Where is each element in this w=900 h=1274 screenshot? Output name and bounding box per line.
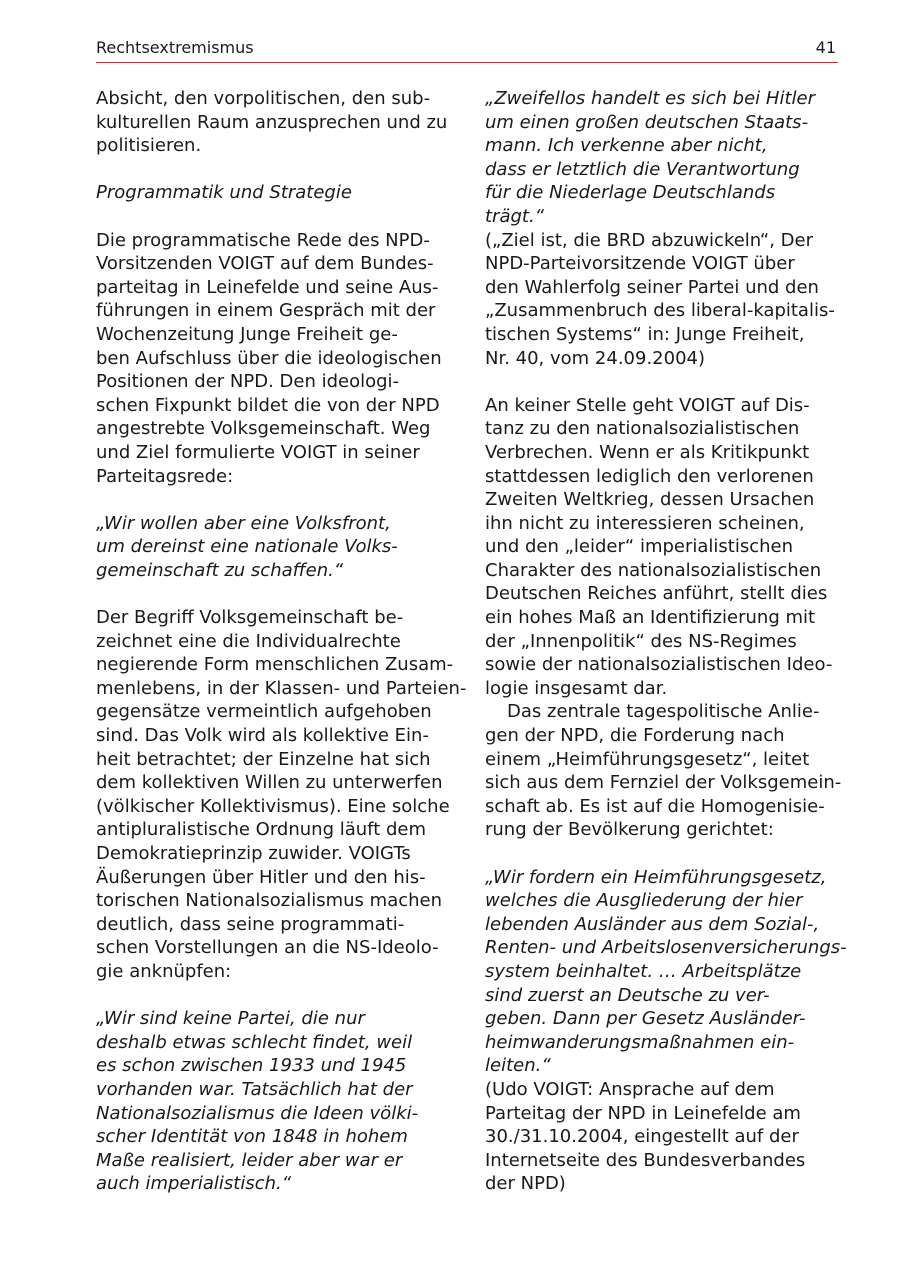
paragraph (485, 700, 842, 842)
quote (485, 866, 847, 1078)
text-line: deutlich, dass seine programmati- (96, 913, 405, 935)
text-line: negierende Form menschlichen Zusam- (96, 654, 454, 676)
text-line: Zweiten Weltkrieg, dessen Ursachen (485, 489, 815, 511)
text-line: trägt.“ (485, 205, 545, 227)
text-line: heit betrachtet; der Einzelne hat sich (96, 748, 431, 770)
text-line: Parteitag der NPD in Leinefelde am (485, 1102, 801, 1124)
text-line: gie anknüpfen: (96, 960, 232, 982)
text-line: kulturellen Raum anzusprechen und zu (96, 111, 448, 133)
text-line: system beinhaltet. … Arbeitsplätze (485, 960, 802, 982)
text-line: Wochenzeitung Junge Freiheit ge- (96, 323, 398, 345)
text-line: führungen in einem Gespräch mit der (96, 300, 436, 322)
text-line: gegensätze vermeintlich aufgehoben (96, 701, 432, 723)
paragraph (485, 394, 839, 701)
page-number: 41 (815, 38, 836, 57)
text-line: Charakter des nationalsozialistischen (485, 559, 822, 581)
text-line: scher Identität von 1848 in hohem (96, 1126, 408, 1148)
text-line: heimwanderungsmaßnahmen ein- (485, 1031, 795, 1053)
text-line: der NPD) (485, 1173, 566, 1195)
text-line: um dereinst eine nationale Volks- (96, 536, 398, 558)
quote-source (485, 229, 839, 371)
text-line: stattdessen lediglich den verlorenen (485, 465, 814, 487)
text-line: schen Vorstellungen an die NS-Ideolo- (96, 937, 439, 959)
text-line: ihn nicht zu interessieren scheinen, (485, 512, 805, 534)
text-line: Die programmatische Rede des NPD- (96, 229, 430, 251)
text-line: gemeinschaft zu schaffen.“ (96, 559, 344, 581)
quote (96, 1007, 456, 1196)
text-line: „Zusammenbruch des liberal-kapitalis- (485, 300, 835, 322)
text-line: („Ziel ist, die BRD abzuwickeln“, Der (485, 229, 814, 251)
text-line: logie insgesamt dar. (485, 677, 668, 699)
text-line: geben. Dann per Gesetz Ausländer- (485, 1008, 806, 1030)
text-line: einem „Heimführungsgesetz“, leitet (485, 748, 810, 770)
text-line: Absicht, den vorpolitischen, den sub- (96, 88, 431, 109)
quote (96, 512, 456, 583)
text-line: tanz zu den nationalsozialistischen (485, 418, 800, 440)
text-line: schen Fixpunkt bildet die von der NPD (96, 394, 440, 416)
text-line: Programmatik und Strategie (96, 182, 352, 204)
text-line: Deutschen Reiches anführt, stellt dies (485, 583, 828, 605)
text-line: 30./31.10.2004, eingestellt auf der (485, 1126, 799, 1148)
text-line: Parteitagsrede: (96, 465, 234, 487)
text-line: „Wir sind keine Partei, die nur (96, 1008, 365, 1030)
text-line: tischen Systems“ in: Junge Freiheit, (485, 323, 805, 345)
text-line: es schon zwischen 1933 und 1945 (96, 1055, 407, 1077)
text-line: parteitag in Leinefelde und seine Aus- (96, 276, 439, 298)
text-line: für die Niederlage Deutschlands (485, 182, 776, 204)
text-line: sind. Das Volk wird als kollektive Ein- (96, 725, 429, 747)
text-line: leiten.“ (485, 1055, 551, 1077)
text-line: Äußerungen über Hitler und den his- (96, 866, 426, 888)
text-line: Positionen der NPD. Den ideologi- (96, 371, 400, 393)
text-line: sind zuerst an Deutsche zu ver- (485, 984, 770, 1006)
text-line: (Udo VOIGT: Ansprache auf dem (485, 1078, 775, 1100)
text-line: menlebens, in der Klassen- und Parteien- (96, 677, 467, 699)
text-line: und Ziel formulierte VOIGT in seiner (96, 441, 420, 463)
text-line: „Wir wollen aber eine Volksfront, (96, 512, 391, 534)
text-line: „Zweifellos handelt es sich bei Hitler (485, 88, 815, 109)
text-line: ein hohes Maß an Identifizierung mit (485, 607, 816, 629)
text-line: mann. Ich verkenne aber nicht, (485, 135, 768, 157)
section-title: Rechtsextremismus (96, 38, 254, 57)
text-line: auch imperialistisch.“ (96, 1173, 292, 1195)
text-line: rung der Bevölkerung gerichtet: (485, 819, 774, 841)
left-column (96, 87, 467, 1196)
quote (485, 87, 839, 229)
text-line: und den „leider“ imperialistischen (485, 536, 794, 558)
section-heading (96, 181, 456, 205)
text-line: um einen großen deutschen Staats- (485, 111, 809, 133)
page-header (96, 38, 838, 63)
text-line: angestrebte Volksgemeinschaft. Weg (96, 418, 431, 440)
text-line: der „Innenpolitik“ des NS-Regimes (485, 630, 797, 652)
text-line: NPD-Parteivorsitzende VOIGT über (485, 253, 795, 275)
paragraph (96, 229, 456, 489)
text-line: lebenden Ausländer aus dem Sozial-, (485, 913, 820, 935)
right-column (485, 87, 847, 1196)
text-line: sowie der nationalsozialistischen Ideo- (485, 654, 833, 676)
text-line: „Wir fordern ein Heimführungsgesetz, (485, 866, 827, 888)
text-line: dass er letztlich die Verantwortung (485, 158, 800, 180)
text-line: antipluralistische Ordnung läuft dem (96, 819, 427, 841)
text-line: (völkischer Kollektivismus). Eine solche (96, 795, 450, 817)
quote-source (485, 1078, 839, 1196)
text-line: dem kollektiven Willen zu unterwerfen (96, 772, 443, 794)
text-line: ben Aufschluss über die ideologischen (96, 347, 442, 369)
paragraph (96, 606, 467, 984)
text-line: Maße realisiert, leider aber war er (96, 1149, 403, 1171)
paragraph (96, 87, 456, 158)
text-line: Nr. 40, vom 24.09.2004) (485, 347, 706, 369)
text-line: deshalb etwas schlecht findet, weil (96, 1031, 413, 1053)
text-line: welches die Ausgliederung der hier (485, 890, 803, 912)
text-line: Demokratieprinzip zuwider. VOIGTs (96, 843, 411, 864)
text-line: zeichnet eine die Individualrechte (96, 630, 401, 652)
text-line: gen der NPD, die Forderung nach (485, 725, 785, 747)
text-line: vorhanden war. Tatsächlich hat der (96, 1078, 413, 1100)
text-line: Das zentrale tagespolitische Anlie- (507, 701, 820, 723)
text-line: An keiner Stelle geht VOIGT auf Dis- (485, 394, 810, 416)
text-line: schaft ab. Es ist auf die Homogenisie- (485, 795, 825, 817)
text-line: politisieren. (96, 135, 202, 157)
text-line: Der Begriff Volksgemeinschaft be- (96, 607, 404, 629)
text-line: Verbrechen. Wenn er als Kritikpunkt (485, 441, 810, 463)
text-line: den Wahlerfolg seiner Partei und den (485, 276, 819, 298)
text-line: Renten- und Arbeitslosenversicherungs- (485, 937, 847, 959)
text-line: Vorsitzenden VOIGT auf dem Bundes- (96, 253, 434, 275)
text-line: sich aus dem Fernziel der Volksgemein- (485, 772, 842, 794)
text-line: Nationalsozialismus die Ideen völki- (96, 1102, 419, 1124)
text-line: Internetseite des Bundesverbandes (485, 1149, 806, 1171)
text-line: torischen Nationalsozialismus machen (96, 890, 443, 912)
